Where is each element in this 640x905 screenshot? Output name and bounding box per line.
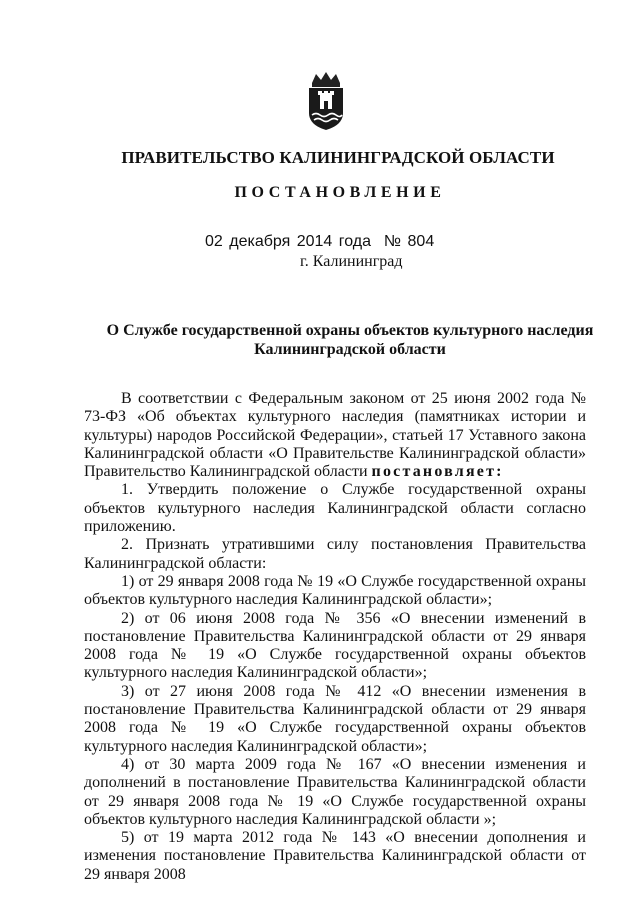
list-item: 2) от 06 июня 2008 года № 356 «О внесении изменений в постановление Правительства Калининградской области от 29 января 2008 года № 19 «О Службе государственной охраны объектов культурного наследия Калининградской области»; (84, 609, 586, 682)
organization-name: ПРАВИТЕЛЬСТВО КАЛИНИНГРАДСКОЙ ОБЛАСТИ (121, 148, 555, 167)
list-item: 5) от 19 марта 2012 года № 143 «О внесении дополнения и изменения постановление Правительства Калининградской области от 29 января 2008 (84, 829, 586, 883)
title-line-2: Калининградской области (254, 341, 446, 358)
document-body (84, 390, 586, 884)
preamble-text: В соответствии с Федеральным законом от 25 июня 2002 года № 73-ФЗ «Об объектах культурного наследия (памятниках истории и культуры) народов Российской Федерации», статьей 17 Уставного закона Калининградской области «О Правительстве Калининградской области» Правительство Калининградской области (84, 390, 586, 481)
title-line-1: О Службе государственной охраны объектов культурного наследия (106, 322, 594, 339)
list-item: 2. Признать утратившими силу постановления Правительства Калининградской области: (84, 536, 586, 572)
list-item: 3) от 27 июня 2008 года № 412 «О внесении изменения в постановление Правительства Калининградской области от 29 января 2008 года № 19 «О Службе государственной охраны объектов культурного наследия Калининградской области»; (84, 682, 586, 755)
decrees-word: постановляет: (371, 463, 504, 481)
coat-of-arms-icon (302, 71, 350, 131)
preamble-paragraph (84, 390, 586, 481)
document-title (60, 321, 640, 359)
list-item: 1. Утвердить положение о Службе государственной охраны объектов культурного наследия Калининградской области согласно приложению. (84, 481, 586, 536)
city: г. Калининград (300, 253, 403, 270)
list-item: 4) от 30 марта 2009 года № 167 «О внесении изменения и дополнений в постановление Правительства Калининградской области от 29 января 2008 года № 19 «О Службе государственной охраны объектов культурного наследия Калининградской области »; (84, 755, 586, 828)
list-item: 1) от 29 января 2008 года № 19 «О Службе государственной охраны объектов культурного наследия Калининградской области»; (84, 572, 586, 609)
document-type: ПОСТАНОВЛЕНИЕ (234, 184, 446, 201)
date-and-number: 02 декабря 2014 года № 804 (205, 233, 435, 250)
